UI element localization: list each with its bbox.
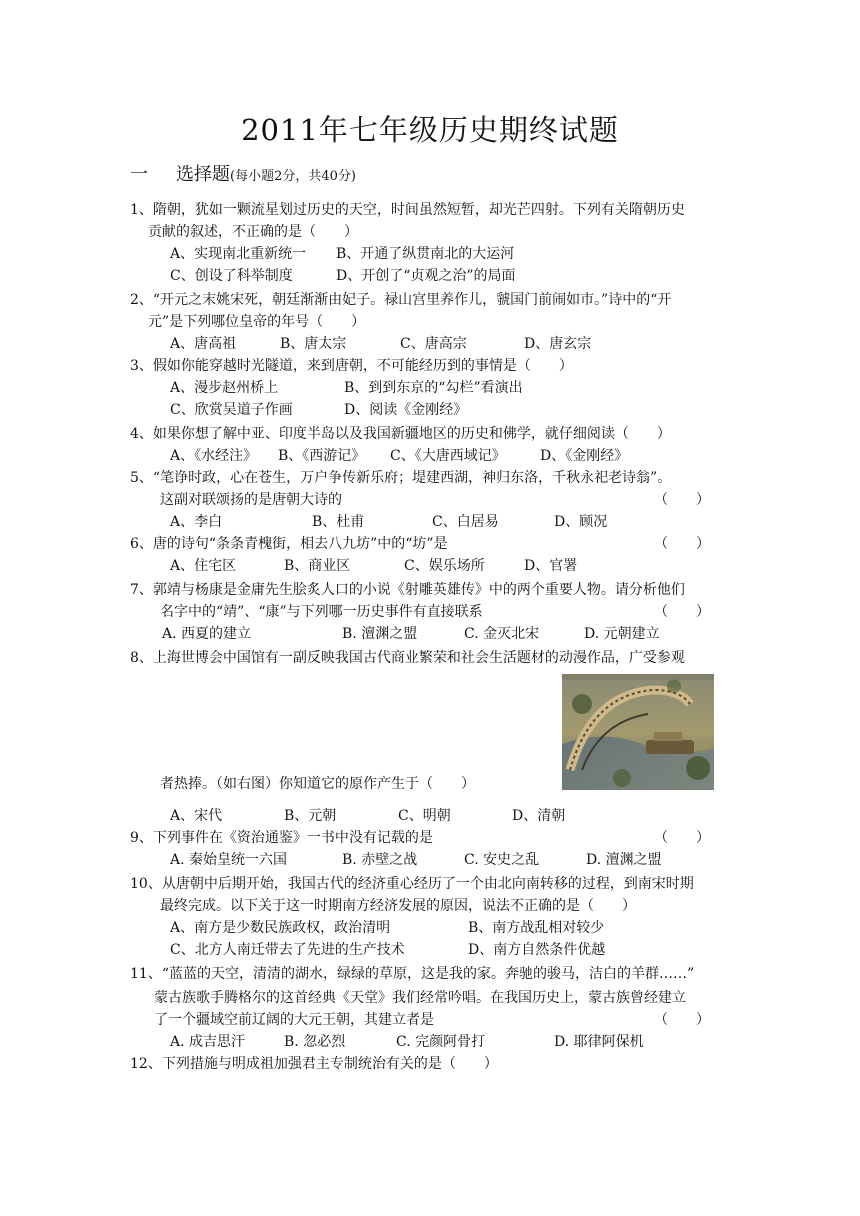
q6-option-d: D、官署 bbox=[524, 558, 578, 574]
question-2-line-2: 元”是下列哪位皇帝的年号（ ） bbox=[148, 314, 366, 330]
question-8-line-1: 8、上海世博会中国馆有一副反映我国古代商业繁荣和社会生活题材的动漫作品，广受参观 bbox=[130, 650, 685, 666]
q4-option-c: C、《大唐西域记》 bbox=[390, 448, 506, 464]
q11-option-a: A. 成吉思汗 bbox=[170, 1034, 246, 1050]
question-11-line-2: 蒙古族歌手腾格尔的这首经典《天堂》我们经常吟唱。在我国历史上，蒙古族曾经建立 bbox=[154, 990, 686, 1006]
q5-option-a: A、李白 bbox=[170, 514, 223, 530]
q4-option-b: B、《西游记》 bbox=[278, 448, 366, 464]
q4-option-a: A、《水经注》 bbox=[170, 448, 258, 464]
q6-option-c: C、娱乐场所 bbox=[404, 558, 485, 574]
question-2-line-1: 2、“开元之末姚宋死，朝廷渐渐由妃子。禄山宫里养作儿，虢国门前闹如市。”诗中的“开 bbox=[130, 292, 672, 308]
q7-option-b: B. 澶渊之盟 bbox=[342, 626, 418, 642]
question-6-answer-blank: （ ） bbox=[654, 536, 710, 552]
question-7-line-1: 7、郭靖与杨康是金庸先生脍炙人口的小说《射雕英雄传》中的两个重要人物。请分析他们 bbox=[130, 582, 685, 598]
q5-option-d: D、顾况 bbox=[554, 514, 608, 530]
question-11-line-3: 了一个疆域空前辽阔的大元王朝，其建立者是 bbox=[154, 1012, 434, 1028]
q10-option-c: C、北方人南迁带去了先进的生产技术 bbox=[170, 942, 405, 958]
q6-option-a: A、住宅区 bbox=[170, 558, 237, 574]
question-5-line-2: 这副对联颂扬的是唐朝大诗的 bbox=[160, 492, 342, 508]
question-10-line-2: 最终完成。以下关于这一时期南方经济发展的原因，说法不正确的是（ ） bbox=[160, 898, 636, 914]
question-12-line-1: 12、下列措施与明成祖加强君主专制统治有关的是（ ） bbox=[130, 1056, 498, 1072]
q1-option-d: D、开创了“贞观之治”的局面 bbox=[336, 268, 516, 284]
qingming-painting-image bbox=[562, 674, 714, 790]
question-11-answer-blank: （ ） bbox=[654, 1012, 710, 1028]
question-7-line-2: 名字中的“靖”、“康”与下列哪一历史事件有直接联系 bbox=[160, 604, 483, 620]
q10-option-a: A、南方是少数民族政权，政治清明 bbox=[170, 920, 391, 936]
q11-option-b: B. 忽必烈 bbox=[284, 1034, 346, 1050]
section-note: (每小题2分，共40分) bbox=[230, 169, 356, 184]
q8-option-c: C、明朝 bbox=[398, 808, 451, 824]
q3-option-c: C、欣赏吴道子作画 bbox=[170, 402, 293, 418]
q8-option-d: D、清朝 bbox=[512, 808, 566, 824]
question-4-line-1: 4、如果你想了解中亚、印度半岛以及我国新疆地区的历史和佛学，就仔细阅读（ ） bbox=[130, 426, 671, 442]
question-1-line-1: 1、隋朝，犹如一颗流星划过历史的天空，时间虽然短暂，却光芒四射。下列有关隋朝历史 bbox=[130, 202, 685, 218]
question-9-line-1: 9、下列事件在《资治通鉴》一书中没有记载的是 bbox=[130, 830, 433, 846]
q9-option-d: D. 澶渊之盟 bbox=[586, 852, 662, 868]
q7-option-d: D. 元朝建立 bbox=[584, 626, 660, 642]
q10-option-b: B、南方战乱相对较少 bbox=[468, 920, 605, 936]
q2-option-d: D、唐玄宗 bbox=[524, 336, 592, 352]
q8-option-a: A、宋代 bbox=[170, 808, 223, 824]
page-title: 2011年七年级历史期终试题 bbox=[241, 113, 619, 147]
section-heading bbox=[130, 160, 356, 186]
q5-option-c: C、白居易 bbox=[432, 514, 499, 530]
question-9-answer-blank: （ ） bbox=[654, 830, 710, 846]
q2-option-c: C、唐高宗 bbox=[400, 336, 467, 352]
q10-option-d: D、南方自然条件优越 bbox=[468, 942, 606, 958]
question-6-line-1: 6、唐的诗句“条条青槐街，相去八九坊”中的“坊”是 bbox=[130, 536, 448, 552]
question-5-answer-blank: （ ） bbox=[654, 492, 710, 508]
q1-option-c: C、创设了科举制度 bbox=[170, 268, 293, 284]
q9-option-c: C. 安史之乱 bbox=[464, 852, 540, 868]
question-5-line-1: 5、“笔诤时政，心在苍生，万户争传新乐府；堤建西湖，神归东洛，千秋永祀老诗翁”。 bbox=[130, 470, 672, 486]
q3-option-d: D、阅读《金刚经》 bbox=[344, 402, 468, 418]
section-name: 选择题 bbox=[176, 164, 230, 185]
q2-option-a: A、唐高祖 bbox=[170, 336, 237, 352]
painting-illustration bbox=[562, 674, 714, 790]
q7-option-a: A. 西夏的建立 bbox=[162, 626, 252, 642]
q6-option-b: B、商业区 bbox=[284, 558, 351, 574]
q11-option-d: D. 耶律阿保机 bbox=[554, 1034, 644, 1050]
q5-option-b: B、杜甫 bbox=[312, 514, 365, 530]
question-10-line-1: 10、从唐朝中后期开始，我国古代的经济重心经历了一个由北向南转移的过程，到南宋时期 bbox=[130, 876, 694, 892]
q7-option-c: C. 金灭北宋 bbox=[464, 626, 540, 642]
q1-option-a: A、实现南北重新统一 bbox=[170, 246, 307, 262]
q9-option-b: B. 赤壁之战 bbox=[342, 852, 418, 868]
q2-option-b: B、唐太宗 bbox=[280, 336, 347, 352]
question-11-line-1: 11、“蓝蓝的天空，清清的湖水，绿绿的草原，这是我的家。奔驰的骏马，洁白的羊群……” bbox=[130, 966, 695, 982]
q4-option-d: D、《金刚经》 bbox=[540, 448, 629, 464]
question-8-line-2: 者热捧。（如右图）你知道它的原作产生于（ ） bbox=[160, 776, 475, 792]
q11-option-c: C. 完颜阿骨打 bbox=[396, 1034, 486, 1050]
q3-option-a: A、漫步赵州桥上 bbox=[170, 380, 279, 396]
q9-option-a: A. 秦始皇统一六国 bbox=[170, 852, 288, 868]
q8-option-b: B、元朝 bbox=[284, 808, 337, 824]
question-1-line-2: 贡献的叙述，不正确的是（ ） bbox=[148, 224, 358, 240]
question-3-line-1: 3、假如你能穿越时光隧道，来到唐朝，不可能经历到的事情是（ ） bbox=[130, 358, 573, 374]
q3-option-b: B、到到东京的“勾栏”看演出 bbox=[344, 380, 523, 396]
question-7-answer-blank: （ ） bbox=[654, 604, 710, 620]
section-number: 一 bbox=[130, 164, 148, 185]
q1-option-b: B、开通了纵贯南北的大运河 bbox=[336, 246, 515, 262]
